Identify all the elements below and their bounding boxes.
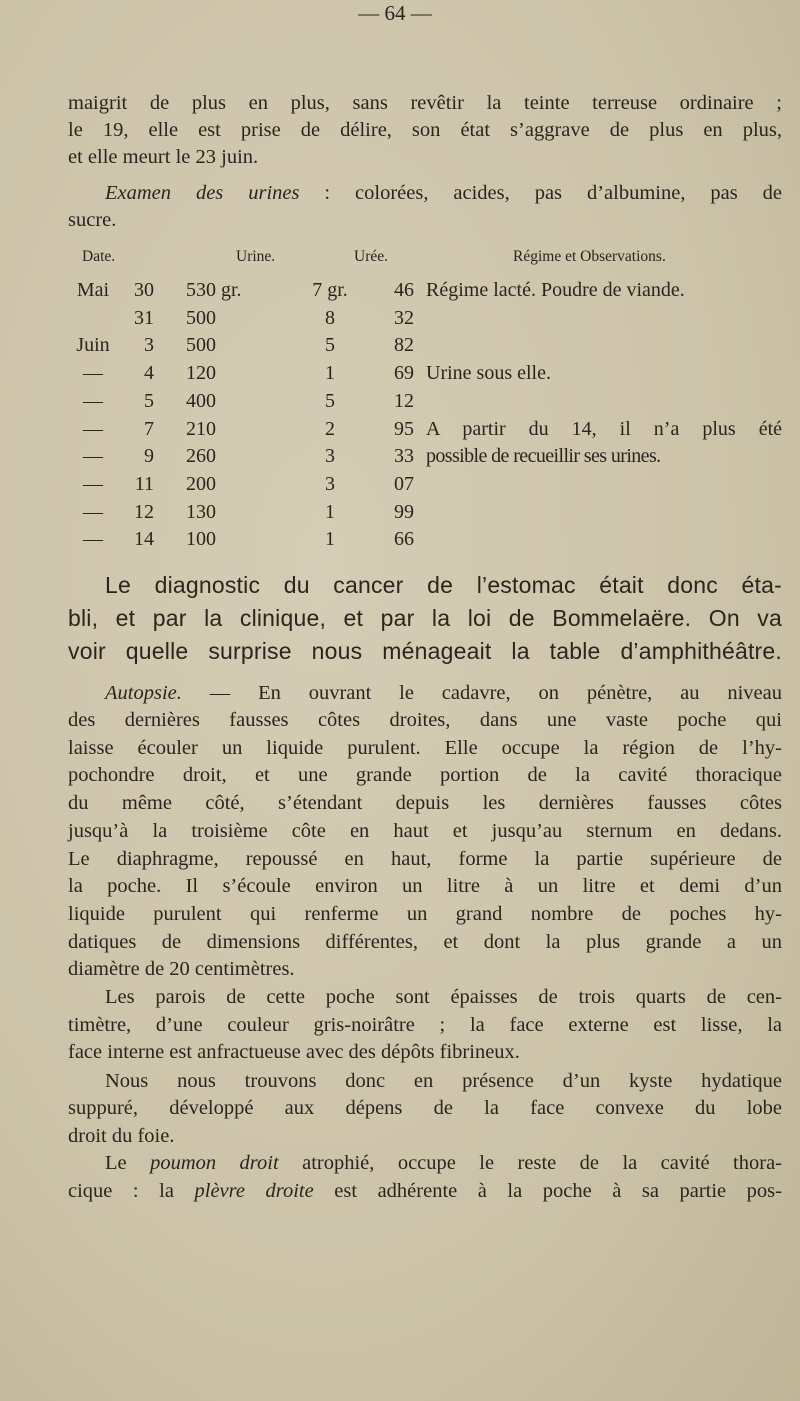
text-line: face interne est anfractueuse avec des dépôts fibrineux. — [68, 1041, 520, 1063]
date-day: 14 — [134, 528, 154, 551]
date-day: 9 — [144, 445, 154, 468]
autopsie-text: — En ouvrant le cadavre, on pénètre, au niveau — [181, 682, 782, 704]
observation: Urine sous elle. — [426, 362, 551, 385]
date-day: 11 — [134, 472, 154, 495]
uree-centigrams: 32 — [394, 306, 414, 329]
text-line: diamètre de 20 centimètres. — [68, 958, 295, 981]
urine-amount: 200 — [186, 472, 216, 495]
urine-amount: 130 — [186, 500, 216, 523]
uree-centigrams: 99 — [394, 500, 414, 523]
uree-grams: 5 — [325, 334, 335, 357]
urine-amount: 210 — [186, 417, 216, 440]
text-line: et elle meurt le 23 juin. — [68, 146, 259, 168]
text-line: suppuré, développé aux dépens de la face convexe du lobe — [68, 1097, 782, 1119]
page-number: — 64 — — [358, 1, 432, 25]
text-line: la poche. Il s’écoule environ un litre à un litre et demi d’un — [68, 875, 782, 898]
text: est adhérente à la poche à sa partie pos- — [313, 1180, 782, 1202]
text-line: pochondre droit, et une grande portion de la cavité thoracique — [68, 764, 782, 787]
col-header-uree: Urée. — [354, 248, 388, 265]
text-line: droit du foie. — [68, 1125, 175, 1147]
text-line: Le diagnostic du cancer de l’estomac était donc éta- — [105, 572, 782, 598]
poumon-line — [105, 1150, 782, 1176]
text-line: sucre. — [68, 209, 117, 231]
uree-grams: 1 — [325, 500, 335, 523]
uree-grams: 3 — [325, 445, 335, 468]
uree-centigrams: 95 — [394, 417, 414, 440]
text-line: liquide purulent qui renferme un grand nombre de poches hy- — [68, 902, 782, 925]
date-month: — — [83, 362, 103, 385]
uree-centigrams: 82 — [394, 334, 414, 357]
urine-amount: 120 — [186, 362, 216, 385]
date-month: — — [83, 528, 103, 551]
uree-grams: 7 gr. — [312, 279, 348, 301]
uree-centigrams: 33 — [394, 445, 414, 468]
urine-amount: 260 — [186, 445, 216, 468]
uree-centigrams: 12 — [394, 389, 414, 412]
date-month: — — [83, 417, 103, 440]
date-month: — — [83, 472, 103, 495]
autopsie-label: Autopsie. — [105, 682, 182, 704]
text-line: Nous nous trouvons donc en présence d’un kyste hydatique — [105, 1070, 782, 1092]
text: Le — [105, 1152, 151, 1174]
uree-centigrams: 69 — [394, 362, 414, 385]
text-line: voir quelle surprise nous ménageait la table d’amphithéâtre. — [68, 638, 782, 664]
date-day: 12 — [134, 500, 154, 523]
text-line: Le diaphragme, repoussé en haut, forme la partie supérieure de — [68, 847, 782, 870]
date-day: 3 — [144, 334, 154, 357]
autopsie-line — [105, 680, 782, 706]
text-line: le 19, elle est prise de délire, son état s’aggrave de plus en plus, — [68, 119, 782, 141]
observation: possible de recueillir ses urines. — [426, 445, 661, 468]
text-line: laisse écouler un liquide purulent. Elle occupe la région de l’hy- — [68, 736, 782, 759]
uree-grams: 2 — [325, 417, 335, 440]
text-line: des dernières fausses côtes droites, dans une vaste poche qui — [68, 709, 782, 731]
text-line: timètre, d’une couleur gris-noirâtre ; la face externe est lisse, la — [68, 1014, 782, 1036]
plevre-line — [68, 1178, 782, 1204]
uree-grams: 5 — [325, 389, 335, 412]
text-line: maigrit de plus en plus, sans revêtir la teinte terreuse ordinaire ; — [68, 92, 782, 114]
col-header-urine: Urine. — [236, 248, 276, 265]
uree-grams: 1 — [325, 362, 335, 385]
date-day: 31 — [134, 306, 154, 329]
col-header-observations: Régime et Observations. — [513, 248, 666, 265]
date-day: 5 — [144, 389, 154, 412]
date-month: — — [83, 500, 103, 523]
date-month: Juin — [76, 334, 110, 357]
uree-grams: 1 — [325, 528, 335, 551]
text-line: Les parois de cette poche sont épaisses de trois quarts de cen- — [105, 986, 782, 1008]
date-month: — — [83, 389, 103, 412]
date-month: Mai — [76, 279, 110, 301]
observation: Régime lacté. Poudre de viande. — [426, 279, 685, 301]
urine-amount: 530 gr. — [186, 279, 242, 301]
date-day: 30 — [134, 279, 154, 301]
text-line: datiques de dimensions différentes, et dont la plus grande a un — [68, 930, 782, 953]
text-line: bli, et par la clinique, et par la loi de Bommelaëre. On va — [68, 605, 782, 631]
plevre-droite-term: plèvre droite — [194, 1180, 314, 1202]
uree-centigrams: 46 — [394, 279, 414, 301]
uree-centigrams: 07 — [394, 472, 414, 495]
examen-label: Examen des urines — [105, 182, 300, 204]
urine-amount: 500 — [186, 306, 216, 329]
urine-amount: 400 — [186, 389, 216, 412]
date-day: 7 — [144, 417, 154, 440]
examen-line — [105, 180, 782, 206]
text-line: du même côté, s’étendant depuis les dernières fausses côtes — [68, 792, 782, 815]
urine-amount: 100 — [186, 528, 216, 551]
urine-amount: 500 — [186, 334, 216, 357]
uree-grams: 8 — [325, 306, 335, 329]
text-line: jusqu’à la troisième côte en haut et jusqu’au sternum en dedans. — [68, 819, 782, 842]
col-header-date: Date. — [82, 248, 116, 265]
uree-centigrams: 66 — [394, 528, 414, 551]
uree-grams: 3 — [325, 472, 335, 495]
date-month: — — [83, 445, 103, 468]
text: cique : la — [68, 1180, 195, 1202]
observation: A partir du 14, il n’a plus été — [426, 417, 782, 440]
date-day: 4 — [144, 362, 154, 385]
text: atrophié, occupe le reste de la cavité thora- — [278, 1152, 783, 1174]
examen-text: : colorées, acides, pas d’albumine, pas de — [299, 182, 782, 204]
poumon-droit-term: poumon droit — [150, 1152, 279, 1174]
